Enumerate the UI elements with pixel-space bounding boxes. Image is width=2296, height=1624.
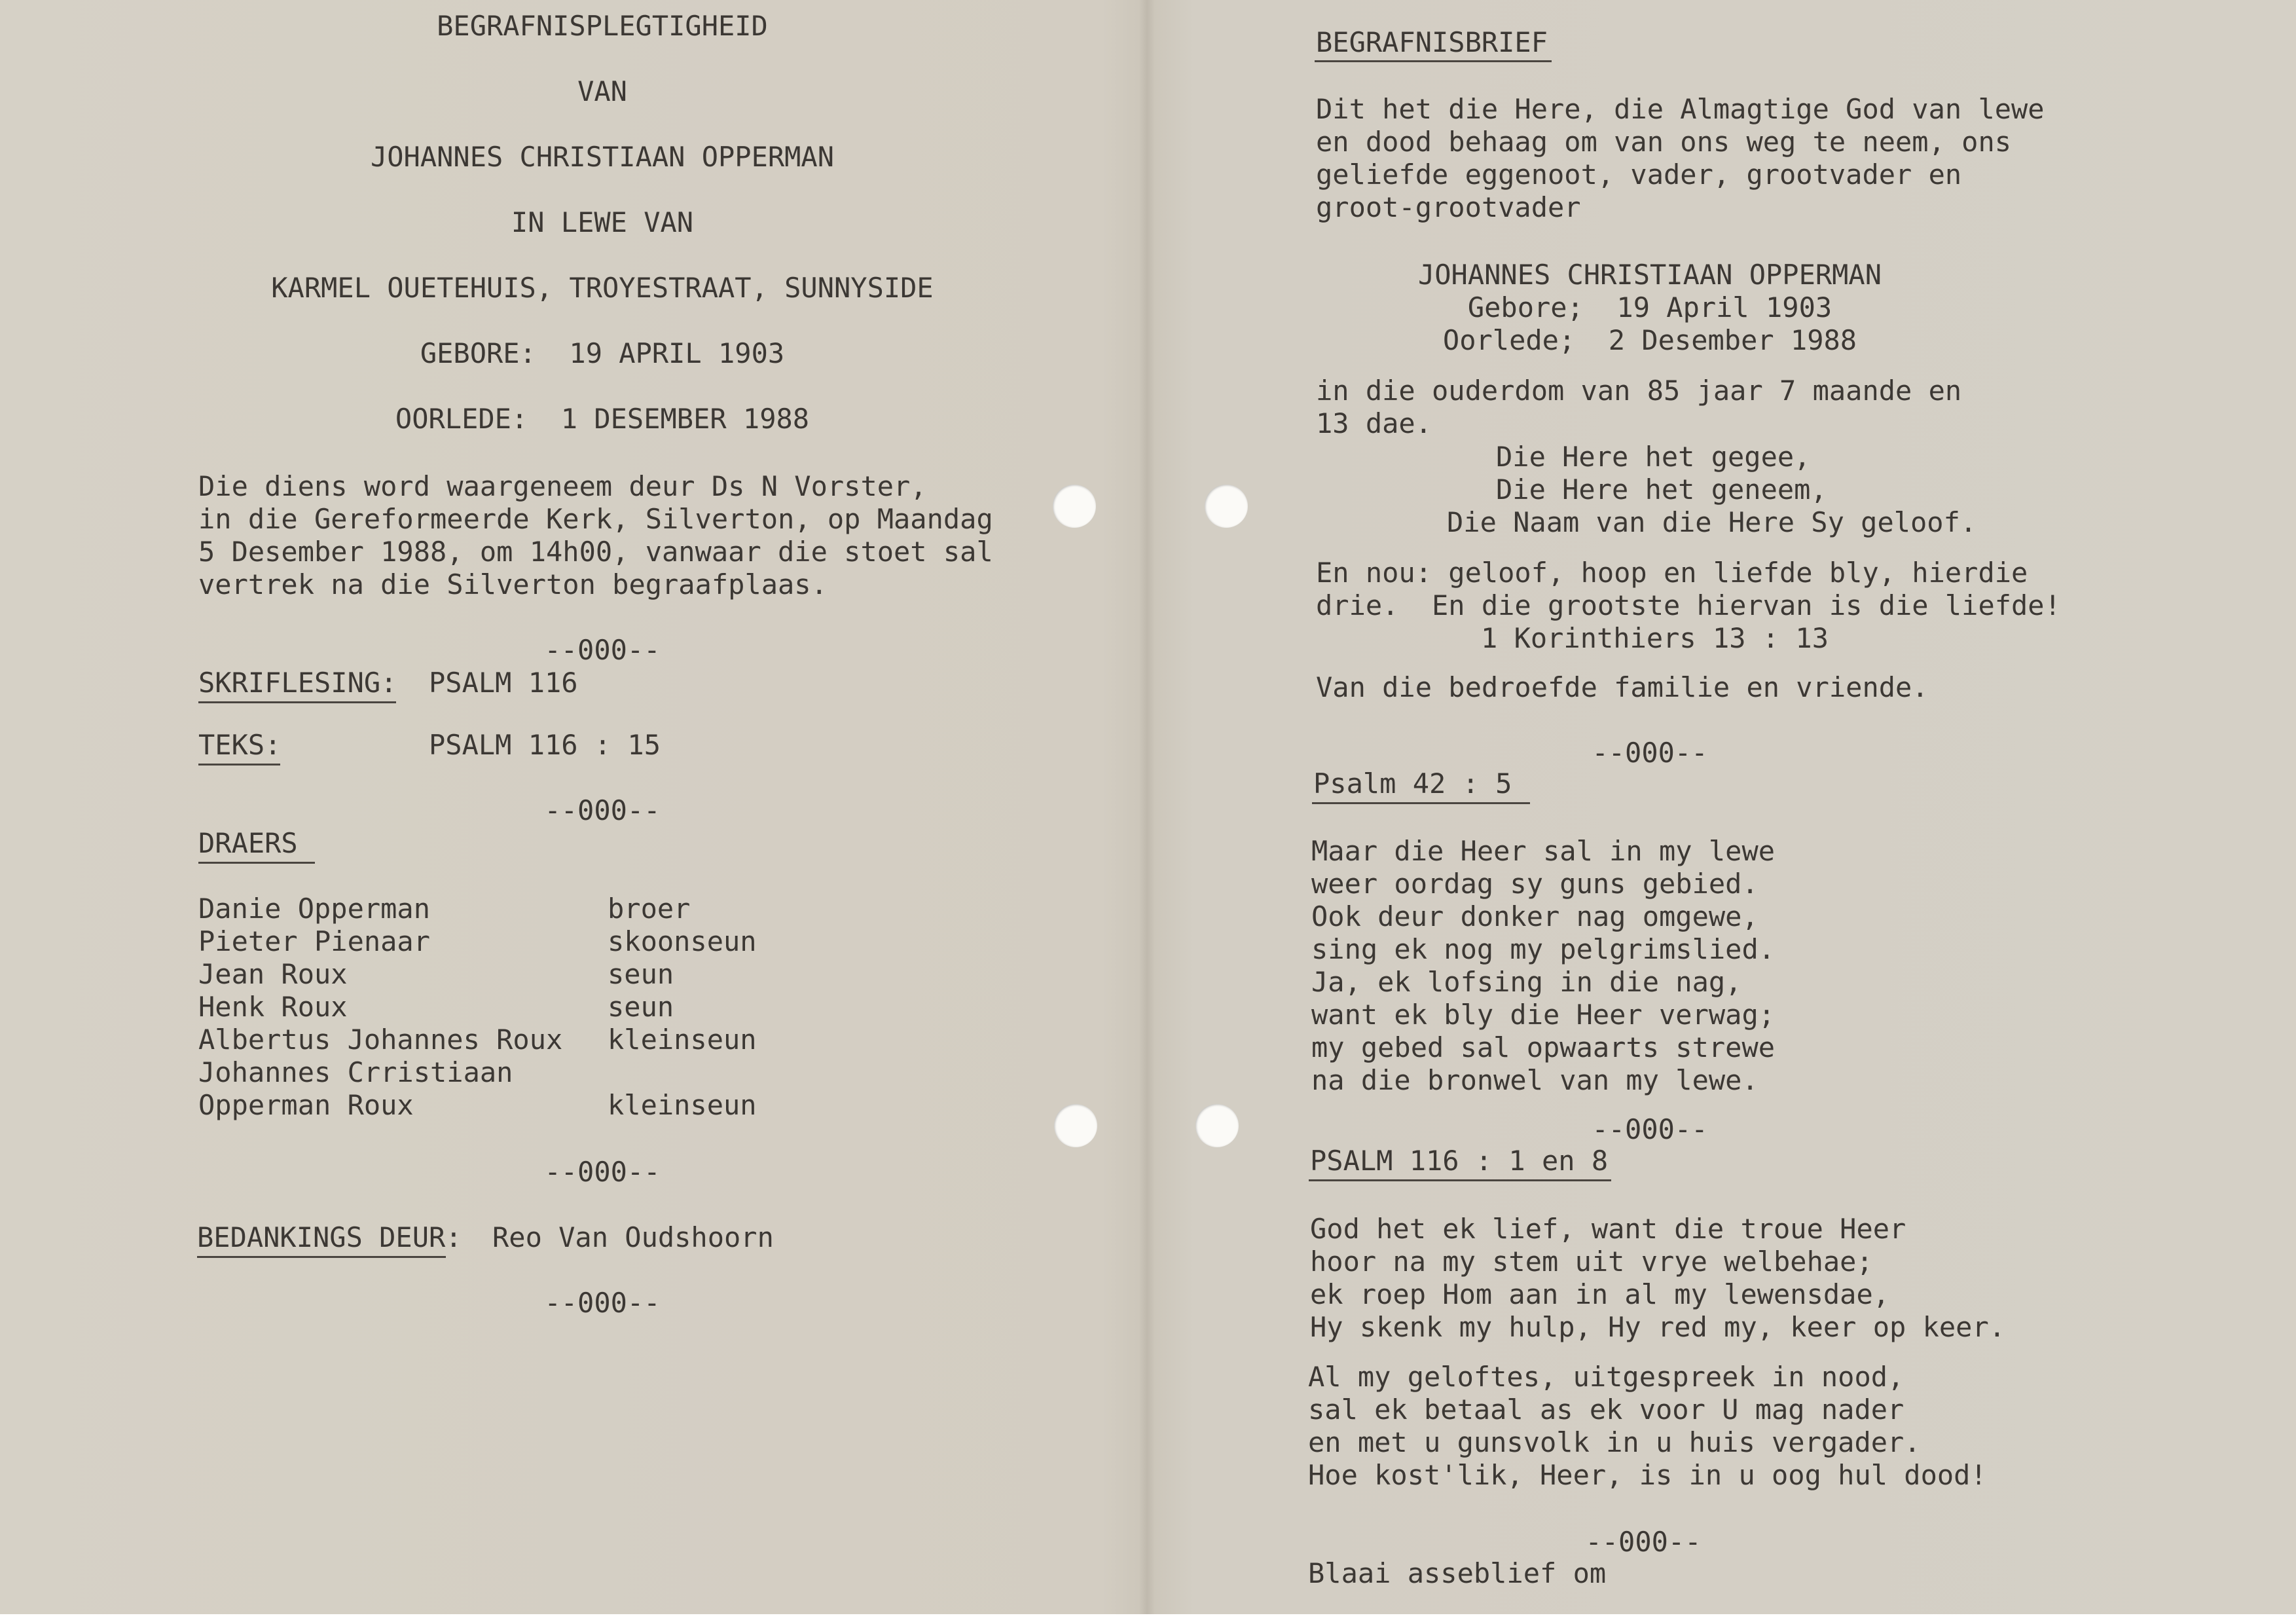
draers-heading: DRAERS	[198, 827, 298, 859]
bedankings-value: Reo Van Oudshoorn	[492, 1221, 774, 1253]
bedankings-label: BEDANKINGS DEUR:	[197, 1221, 462, 1253]
scripture-reference: 1 Korinthiers 13 : 13	[1481, 622, 1829, 654]
separator: --000--	[1592, 737, 1708, 769]
psalm116-heading: PSALM 116 : 1 en 8	[1310, 1145, 1609, 1177]
skriflesing-value: PSALM 116	[429, 667, 578, 699]
from-family: Van die bedroefde familie en vriende.	[1316, 671, 1929, 703]
pallbearer-relation: broer	[608, 893, 691, 925]
psalm116-line: sal ek betaal as ek voor U mag nader	[1308, 1393, 1904, 1426]
psalm42-line: Ook deur donker nag omgewe,	[1311, 900, 1758, 932]
skriflesing-label: SKRIFLESING:	[198, 667, 397, 699]
pallbearer-relation: skoonseun	[608, 925, 757, 957]
draers-underline	[198, 862, 315, 864]
deceased-name: JOHANNES CHRISTIAAN OPPERMAN	[1417, 259, 1882, 291]
psalm42-line: Ja, ek lofsing in die nag,	[1311, 966, 1742, 998]
teks-value: PSALM 116 : 15	[429, 729, 661, 761]
skriflesing-underline	[198, 701, 396, 703]
separator: --000--	[1592, 1113, 1708, 1145]
pallbearer-relation: seun	[608, 991, 674, 1023]
separator: --000--	[1585, 1526, 1702, 1558]
pallbearer-relation: seun	[608, 958, 674, 990]
residence-line: KARMEL OUETEHUIS, TROYESTRAAT, SUNNYSIDE	[271, 272, 934, 304]
psalm116-line: en met u gunsvolk in u huis vergader.	[1308, 1426, 1921, 1458]
intro-line: en dood behaag om van ons weg te neem, ons	[1316, 126, 2012, 158]
death-line: OORLEDE: 1 DESEMBER 1988	[395, 403, 810, 435]
birth-line: Gebore; 19 April 1903	[1467, 291, 1832, 323]
intro-line: geliefde eggenoot, vader, grootvader en	[1316, 158, 1962, 191]
bedankings-underline	[197, 1256, 446, 1258]
psalm42-line: Maar die Heer sal in my lewe	[1311, 835, 1776, 867]
service-paragraph-line: 5 Desember 1988, om 14h00, vanwaar die stoet sal	[198, 536, 993, 568]
intro-line: groot-grootvader	[1316, 191, 1581, 223]
begrafnisbrief-underline	[1315, 60, 1552, 62]
age-line: 13 dae.	[1316, 407, 1432, 439]
teks-label: TEKS:	[198, 729, 282, 761]
punch-hole	[1195, 1104, 1239, 1147]
psalm116-line: ek roep Hom aan in al my lewensdae,	[1310, 1278, 1890, 1310]
pallbearer-name: Pieter Pienaar	[198, 925, 431, 957]
separator: --000--	[544, 634, 661, 666]
pallbearer-name: Danie Opperman	[198, 893, 431, 925]
psalm42-heading: Psalm 42 : 5	[1313, 767, 1512, 800]
punch-hole	[1205, 485, 1248, 528]
verse-line: Die Here het geneem,	[1496, 473, 1827, 506]
header-line: VAN	[577, 75, 627, 107]
header-line: BEGRAFNISPLEGTIGHEID	[437, 10, 768, 42]
psalm116-line: Al my geloftes, uitgespreek in nood,	[1308, 1361, 1904, 1393]
psalm116-line: Hy skenk my hulp, Hy red my, keer op keer.	[1310, 1311, 2006, 1343]
pallbearer-relation: kleinseun	[608, 1089, 757, 1121]
header-line: IN LEWE VAN	[511, 206, 694, 238]
intro-line: Dit het die Here, die Almagtige God van lewe	[1316, 93, 2045, 125]
separator: --000--	[544, 794, 661, 826]
death-line: Oorlede; 2 Desember 1988	[1442, 324, 1857, 356]
psalm42-line: sing ek nog my pelgrimslied.	[1311, 933, 1776, 965]
separator: --000--	[544, 1287, 661, 1319]
birth-line: GEBORE: 19 APRIL 1903	[420, 337, 785, 369]
scripture-line: En nou: geloof, hoop en liefde bly, hierdie	[1316, 557, 2028, 589]
turn-over-note: Blaai asseblief om	[1308, 1557, 1607, 1589]
separator: --000--	[544, 1156, 661, 1188]
psalm116-line: God het ek lief, want die troue Heer	[1310, 1213, 1906, 1245]
pallbearer-relation: kleinseun	[608, 1024, 757, 1056]
psalm42-line: my gebed sal opwaarts strewe	[1311, 1031, 1776, 1063]
deceased-name: JOHANNES CHRISTIAAN OPPERMAN	[370, 141, 834, 173]
age-line: in die ouderdom van 85 jaar 7 maande en	[1316, 375, 1962, 407]
teks-underline	[198, 764, 280, 766]
psalm116-line: Hoe kost'lik, Heer, is in u oog hul dood!	[1308, 1459, 1987, 1491]
service-paragraph-line: in die Gereformeerde Kerk, Silverton, op Maandag	[198, 503, 993, 535]
center-fold	[1139, 0, 1155, 1614]
pallbearer-name: Henk Roux	[198, 991, 348, 1023]
pallbearer-name: Johannes Crristiaan	[198, 1056, 513, 1088]
psalm42-line: weer oordag sy guns gebied.	[1311, 868, 1758, 900]
pallbearer-name: Jean Roux	[198, 958, 348, 990]
psalm42-line: want ek bly die Heer verwag;	[1311, 999, 1776, 1031]
psalm42-line: na die bronwel van my lewe.	[1311, 1064, 1758, 1096]
punch-hole	[1054, 1104, 1097, 1147]
verse-line: Die Naam van die Here Sy geloof.	[1447, 506, 1977, 538]
psalm116-underline	[1309, 1179, 1611, 1181]
punch-hole	[1053, 485, 1096, 528]
scripture-line: drie. En die grootste hiervan is die liefde!	[1316, 589, 2061, 621]
psalm116-line: hoor na my stem uit vrye welbehae;	[1310, 1246, 1873, 1278]
service-paragraph-line: Die diens word waargeneem deur Ds N Vorster,	[198, 470, 927, 502]
service-paragraph-line: vertrek na die Silverton begraafplaas.	[198, 568, 828, 600]
verse-line: Die Here het gegee,	[1496, 441, 1811, 473]
psalm42-underline	[1312, 802, 1530, 804]
begrafnisbrief-heading: BEGRAFNISBRIEF	[1316, 26, 1548, 58]
pallbearer-name: Albertus Johannes Roux	[198, 1024, 563, 1056]
pallbearer-name: Opperman Roux	[198, 1089, 414, 1121]
